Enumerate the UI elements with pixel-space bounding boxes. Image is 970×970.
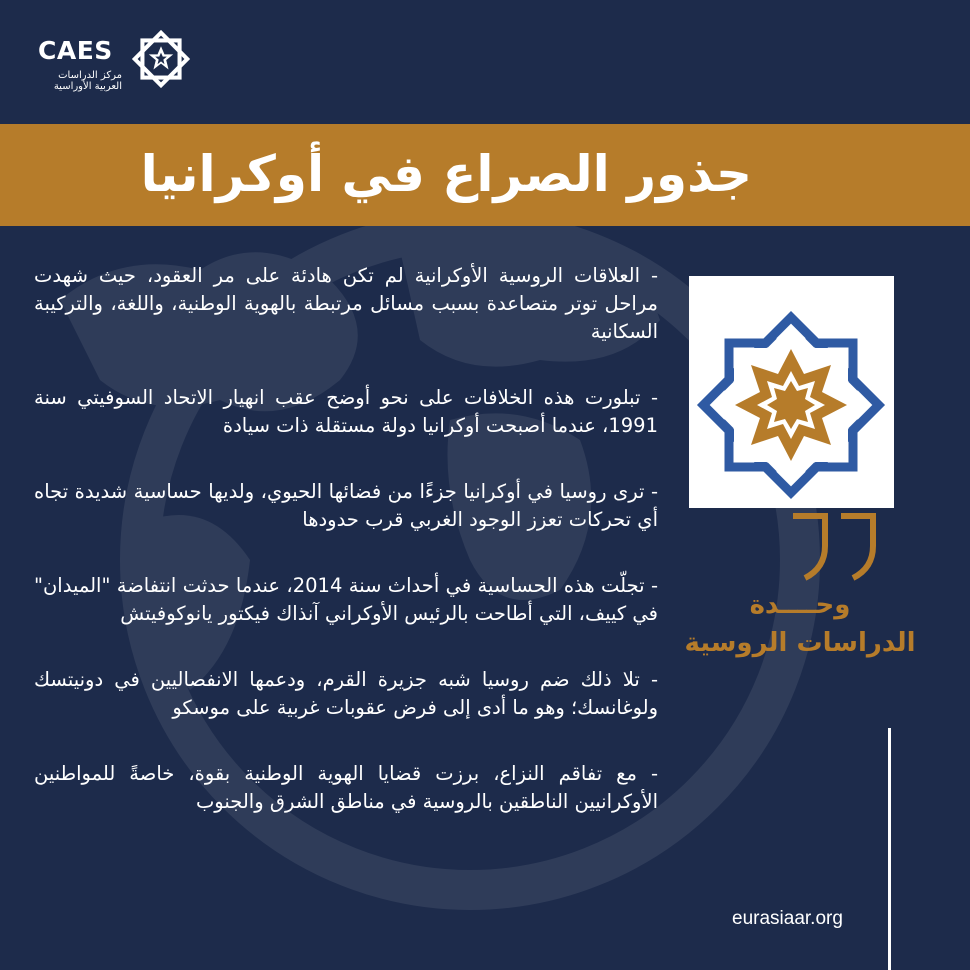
main-content (34, 262, 658, 854)
logo-abbreviation: CAES (38, 36, 113, 65)
vertical-divider (888, 728, 891, 970)
unit-label-line2: الدراسات الروسية (684, 628, 916, 658)
caes-logo (38, 28, 190, 98)
paragraph: - تلا ذلك ضم روسيا شبه جزيرة القرم، ودعمها الانفصاليين في دونيتسك ولوغانسك؛ وهو ما أدى إلى فرض عقوبات غربية على موسكو (34, 668, 658, 719)
unit-label-line1: وحــــدة (749, 590, 851, 620)
logo-subtitle (40, 70, 122, 92)
logo-subtitle-line2: العربية الأوراسية (53, 81, 122, 92)
paragraph: - تبلورت هذه الخلافات على نحو أوضح عقب انهيار الاتحاد السوفيتي سنة 1991، عندما أصبحت أوكرانيا دولة مستقلة ذات سيادة (34, 386, 658, 437)
paragraph: - تجلّت هذه الحساسية في أحداث سنة 2014، عندما حدثت انتفاضة "الميدان" في كييف، التي أطاحت بالرئيس الأوكراني آنذاك فيكتور يانوكوفيتش (34, 574, 658, 625)
paragraph: - العلاقات الروسية الأوكرانية لم تكن هادئة على مر العقود، حيث شهدت مراحل توتر متصاعدة بسبب مسائل مرتبطة بالهوية الوطنية، واللغة، والتركيبة السكانية (34, 264, 658, 343)
paragraph: - مع تفاقم النزاع، برزت قضايا الهوية الوطنية بقوة، خاصةً للمواطنين الأوكرانيين الناطقين بالروسية في مناطق الشرق والجنوب (34, 762, 658, 813)
quote-mark-icon (789, 510, 881, 584)
octagram-emblem-icon (689, 276, 894, 508)
emblem-card (689, 276, 894, 508)
website-link[interactable]: eurasiaar.org (732, 908, 843, 929)
paragraph: - ترى روسيا في أوكرانيا جزءًا من فضائها الحيوي، ولديها حساسية شديدة تجاه أي تحركات تعزز الوجود الغربي قرب حدودها (34, 480, 658, 531)
unit-label (680, 586, 920, 662)
caes-star-logo-icon (132, 30, 190, 88)
page-title: جذور الصراع في أوكرانيا (140, 145, 752, 203)
logo-subtitle-line1: مركز الدراسات (58, 70, 122, 81)
